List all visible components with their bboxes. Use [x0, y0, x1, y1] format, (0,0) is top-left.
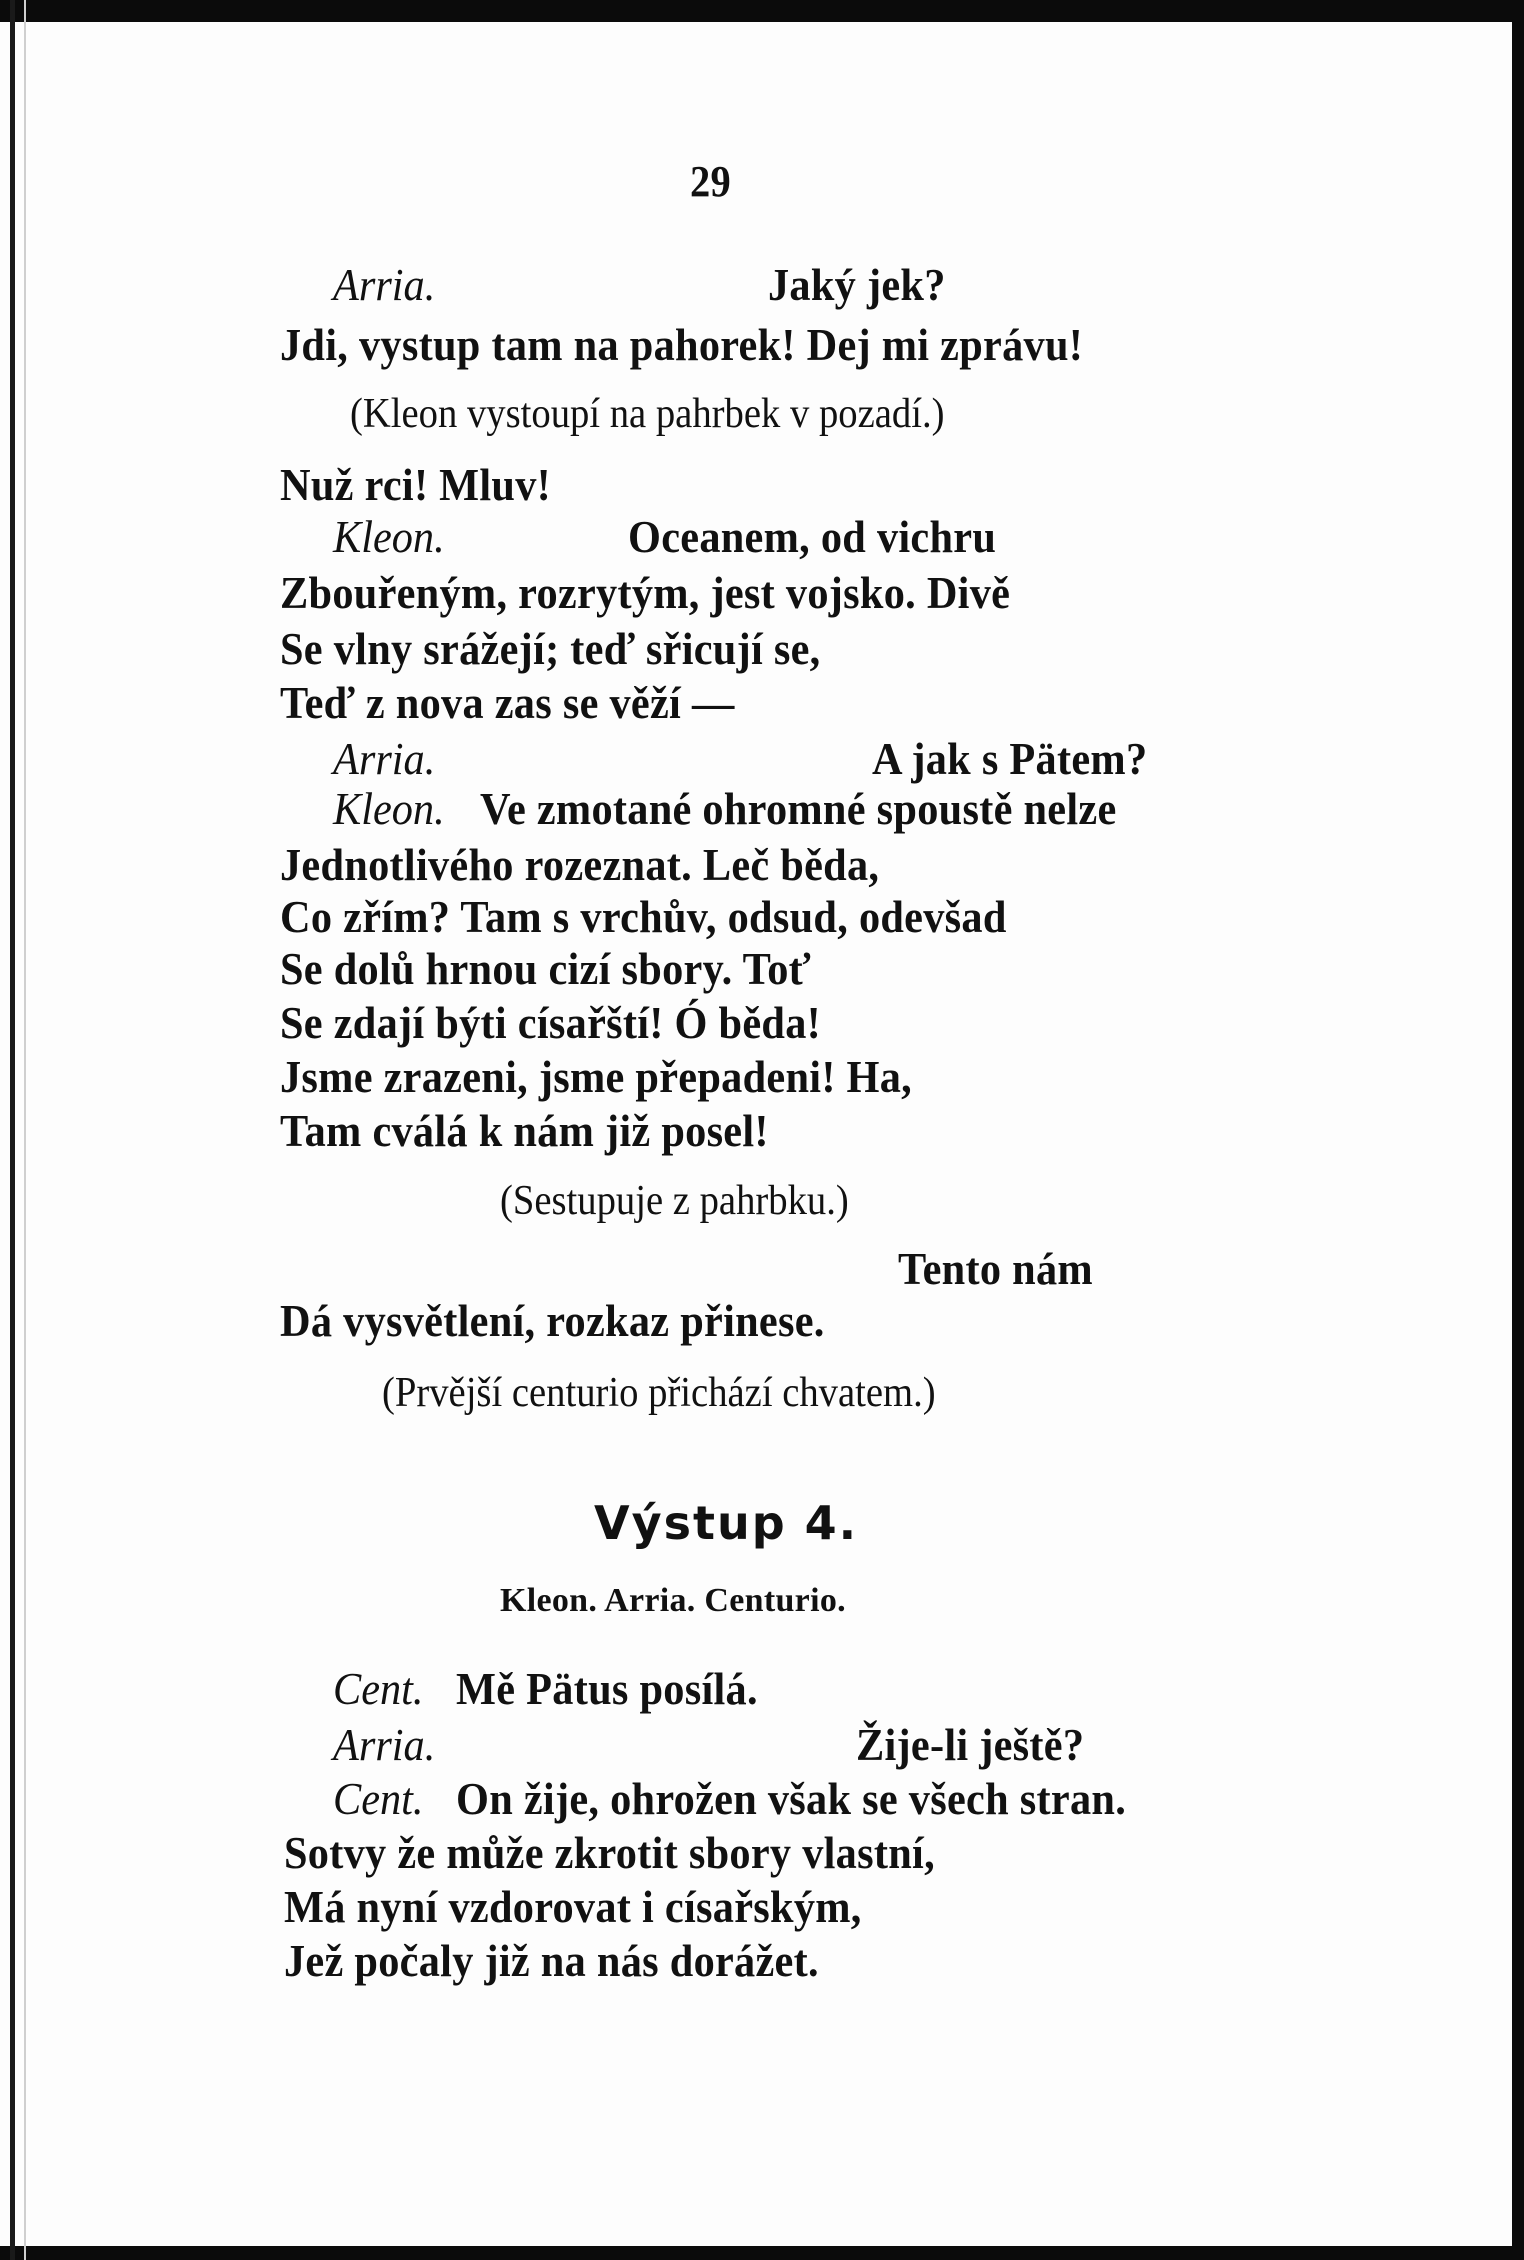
scan-border-right	[1512, 0, 1524, 2260]
speaker-label: Arria.	[333, 1719, 436, 1770]
verse-line: Teď z nova zas se věží —	[280, 677, 735, 728]
verse-line: Dá vysvětlení, rozkaz přinese.	[280, 1295, 825, 1346]
stage-direction: (Kleon vystoupí na pahrbek v pozadí.)	[350, 391, 945, 437]
stage-direction: (Sestupuje z pahrbku.)	[500, 1178, 849, 1224]
verse-line: Tam cválá k nám již posel!	[280, 1105, 769, 1156]
verse-line: On žije, ohrožen však se všech stran.	[456, 1773, 1127, 1824]
speaker-label: Kleon.	[333, 511, 445, 562]
verse-line: Má nyní vzdorovat i císařským,	[284, 1881, 862, 1932]
verse-line: Jsme zrazeni, jsme přepadeni! Ha,	[280, 1051, 913, 1102]
verse-line: Ve zmotané ohromné spoustě nelze	[480, 783, 1117, 834]
verse-line: Žije-li ještě?	[856, 1719, 1085, 1770]
page-number: 29	[690, 157, 732, 206]
verse-line: Sotvy že může zkrotit sbory vlastní,	[284, 1827, 935, 1878]
speaker-label: Arria.	[333, 259, 436, 310]
speaker-label: Cent.	[333, 1773, 424, 1824]
page-edge	[24, 0, 26, 2260]
speaker-label: Arria.	[333, 733, 436, 784]
speaker-label: Cent.	[333, 1663, 424, 1714]
verse-line: Co zřím? Tam s vrchův, odsud, odevšad	[280, 891, 1007, 942]
speaker-label: Kleon.	[333, 783, 445, 834]
stage-direction: (Prvější centurio přichází chvatem.)	[382, 1370, 936, 1416]
verse-line: Jednotlivého rozeznat. Leč běda,	[280, 839, 880, 890]
verse-line: Jdi, vystup tam na pahorek! Dej mi zprávu!	[280, 319, 1084, 370]
verse-line: Tento nám	[898, 1243, 1093, 1294]
verse-line: Se vlny srážejí; teď sřicují se,	[280, 623, 821, 674]
verse-line: Jaký jek?	[768, 259, 946, 310]
verse-line: Oceanem, od vichru	[628, 511, 997, 562]
verse-line: Zbouřeným, rozrytým, jest vojsko. Divě	[280, 567, 1011, 618]
verse-line: Se zdají býti císařští! Ó běda!	[280, 997, 822, 1048]
verse-line: Mě Pätus posílá.	[456, 1663, 758, 1714]
verse-line: Se dolů hrnou cizí sbory. Toť	[280, 943, 811, 994]
scan-border-top	[0, 0, 1524, 22]
verse-line: Nuž rci! Mluv!	[280, 459, 552, 510]
verse-line: Jež počaly již na nás dorážet.	[284, 1935, 819, 1986]
verse-line: A jak s Pätem?	[872, 733, 1148, 784]
scene-characters: Kleon. Arria. Centurio.	[500, 1582, 846, 1619]
scene-heading: Výstup 4.	[594, 1496, 859, 1550]
scan-border-bottom	[0, 2246, 1524, 2260]
scan-border-left	[10, 0, 15, 2260]
